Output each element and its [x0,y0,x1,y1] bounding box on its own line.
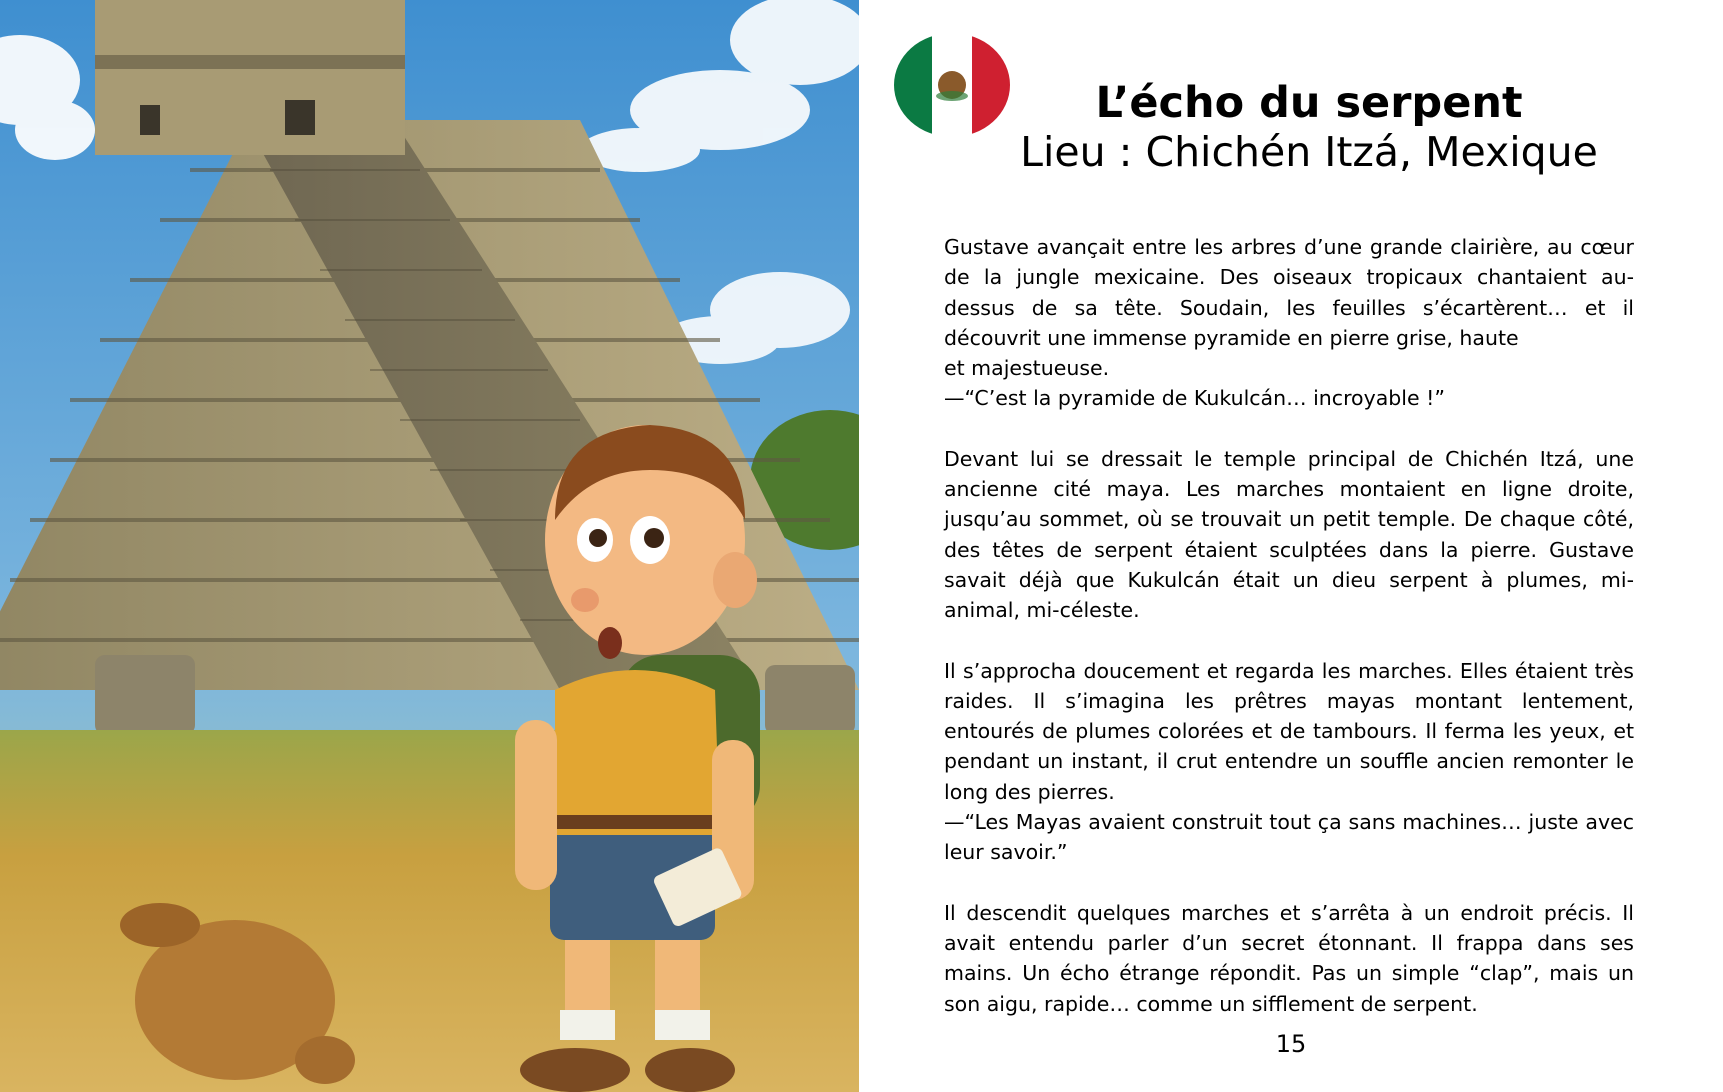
paragraph-3-quote: —“Les Mayas avaient construit tout ça sans machines… juste avec leur savoir.” [944,810,1634,865]
paragraph-1-quote: —“C’est la pyramide de Kukulcán… incroyable !” [944,386,1445,411]
title-block [1019,78,1599,176]
mexico-flag-icon [892,30,1012,140]
serpent-head-left [95,655,195,735]
paragraph-2: Devant lui se dressait le temple principal de Chichén Itzá, une ancienne cité maya. Les marches montaient en ligne droite, jusqu’au sommet, où se trouvait un petit temple. De chaque côté, des têtes de serpent étaient sculptées dans la pierre. Gustave savait déjà que Kukulcán était un dieu serpent à plumes, mi-animal, mi-céleste. [944,446,1634,623]
paragraph-4: Il descendit quelques marches et s’arrêta à un endroit précis. Il avait entendu parler d’un secret étonnant. Il frappa dans ses mains. Un écho étrange répondit. Pas un simple “clap”, mais un son aigu, rapide… comme un sifflement de serpent. [944,900,1634,1016]
story-page [859,0,1723,1092]
paragraph-3 [944,656,1634,868]
paragraph-1-line2: et majestueuse. [944,356,1110,381]
story-title: L’écho du serpent [1095,78,1523,128]
paragraph-1-text: Gustave avançait entre les arbres d’une grande clairière, au cœur de la jungle mexicaine. Des oiseaux tropicaux chantaient au-dessus de sa tête. Soudain, les feuilles s’écartèrent… et il découvrit une immense pyramide en pierre grise, haute [944,235,1634,350]
paragraph-1 [944,232,1634,414]
story-text [944,232,1634,1049]
location-subtitle: Lieu : Chichén Itzá, Mexique [1020,128,1598,176]
pyramid-scene-image [0,0,859,1092]
serpent-head-right [765,665,855,735]
paragraph-3-text: Il s’approcha doucement et regarda les marches. Elles étaient très raides. Il s’imagina les prêtres mayas montant lentement, entourés de plumes colorées et de tambours. Il ferma les yeux, et pendant un instant, il crut entendre un souffle ancien remonter le long des pierres. [944,658,1634,804]
page-number: 15 [1275,1030,1307,1058]
illustration-pyramid-boy [0,0,859,1092]
